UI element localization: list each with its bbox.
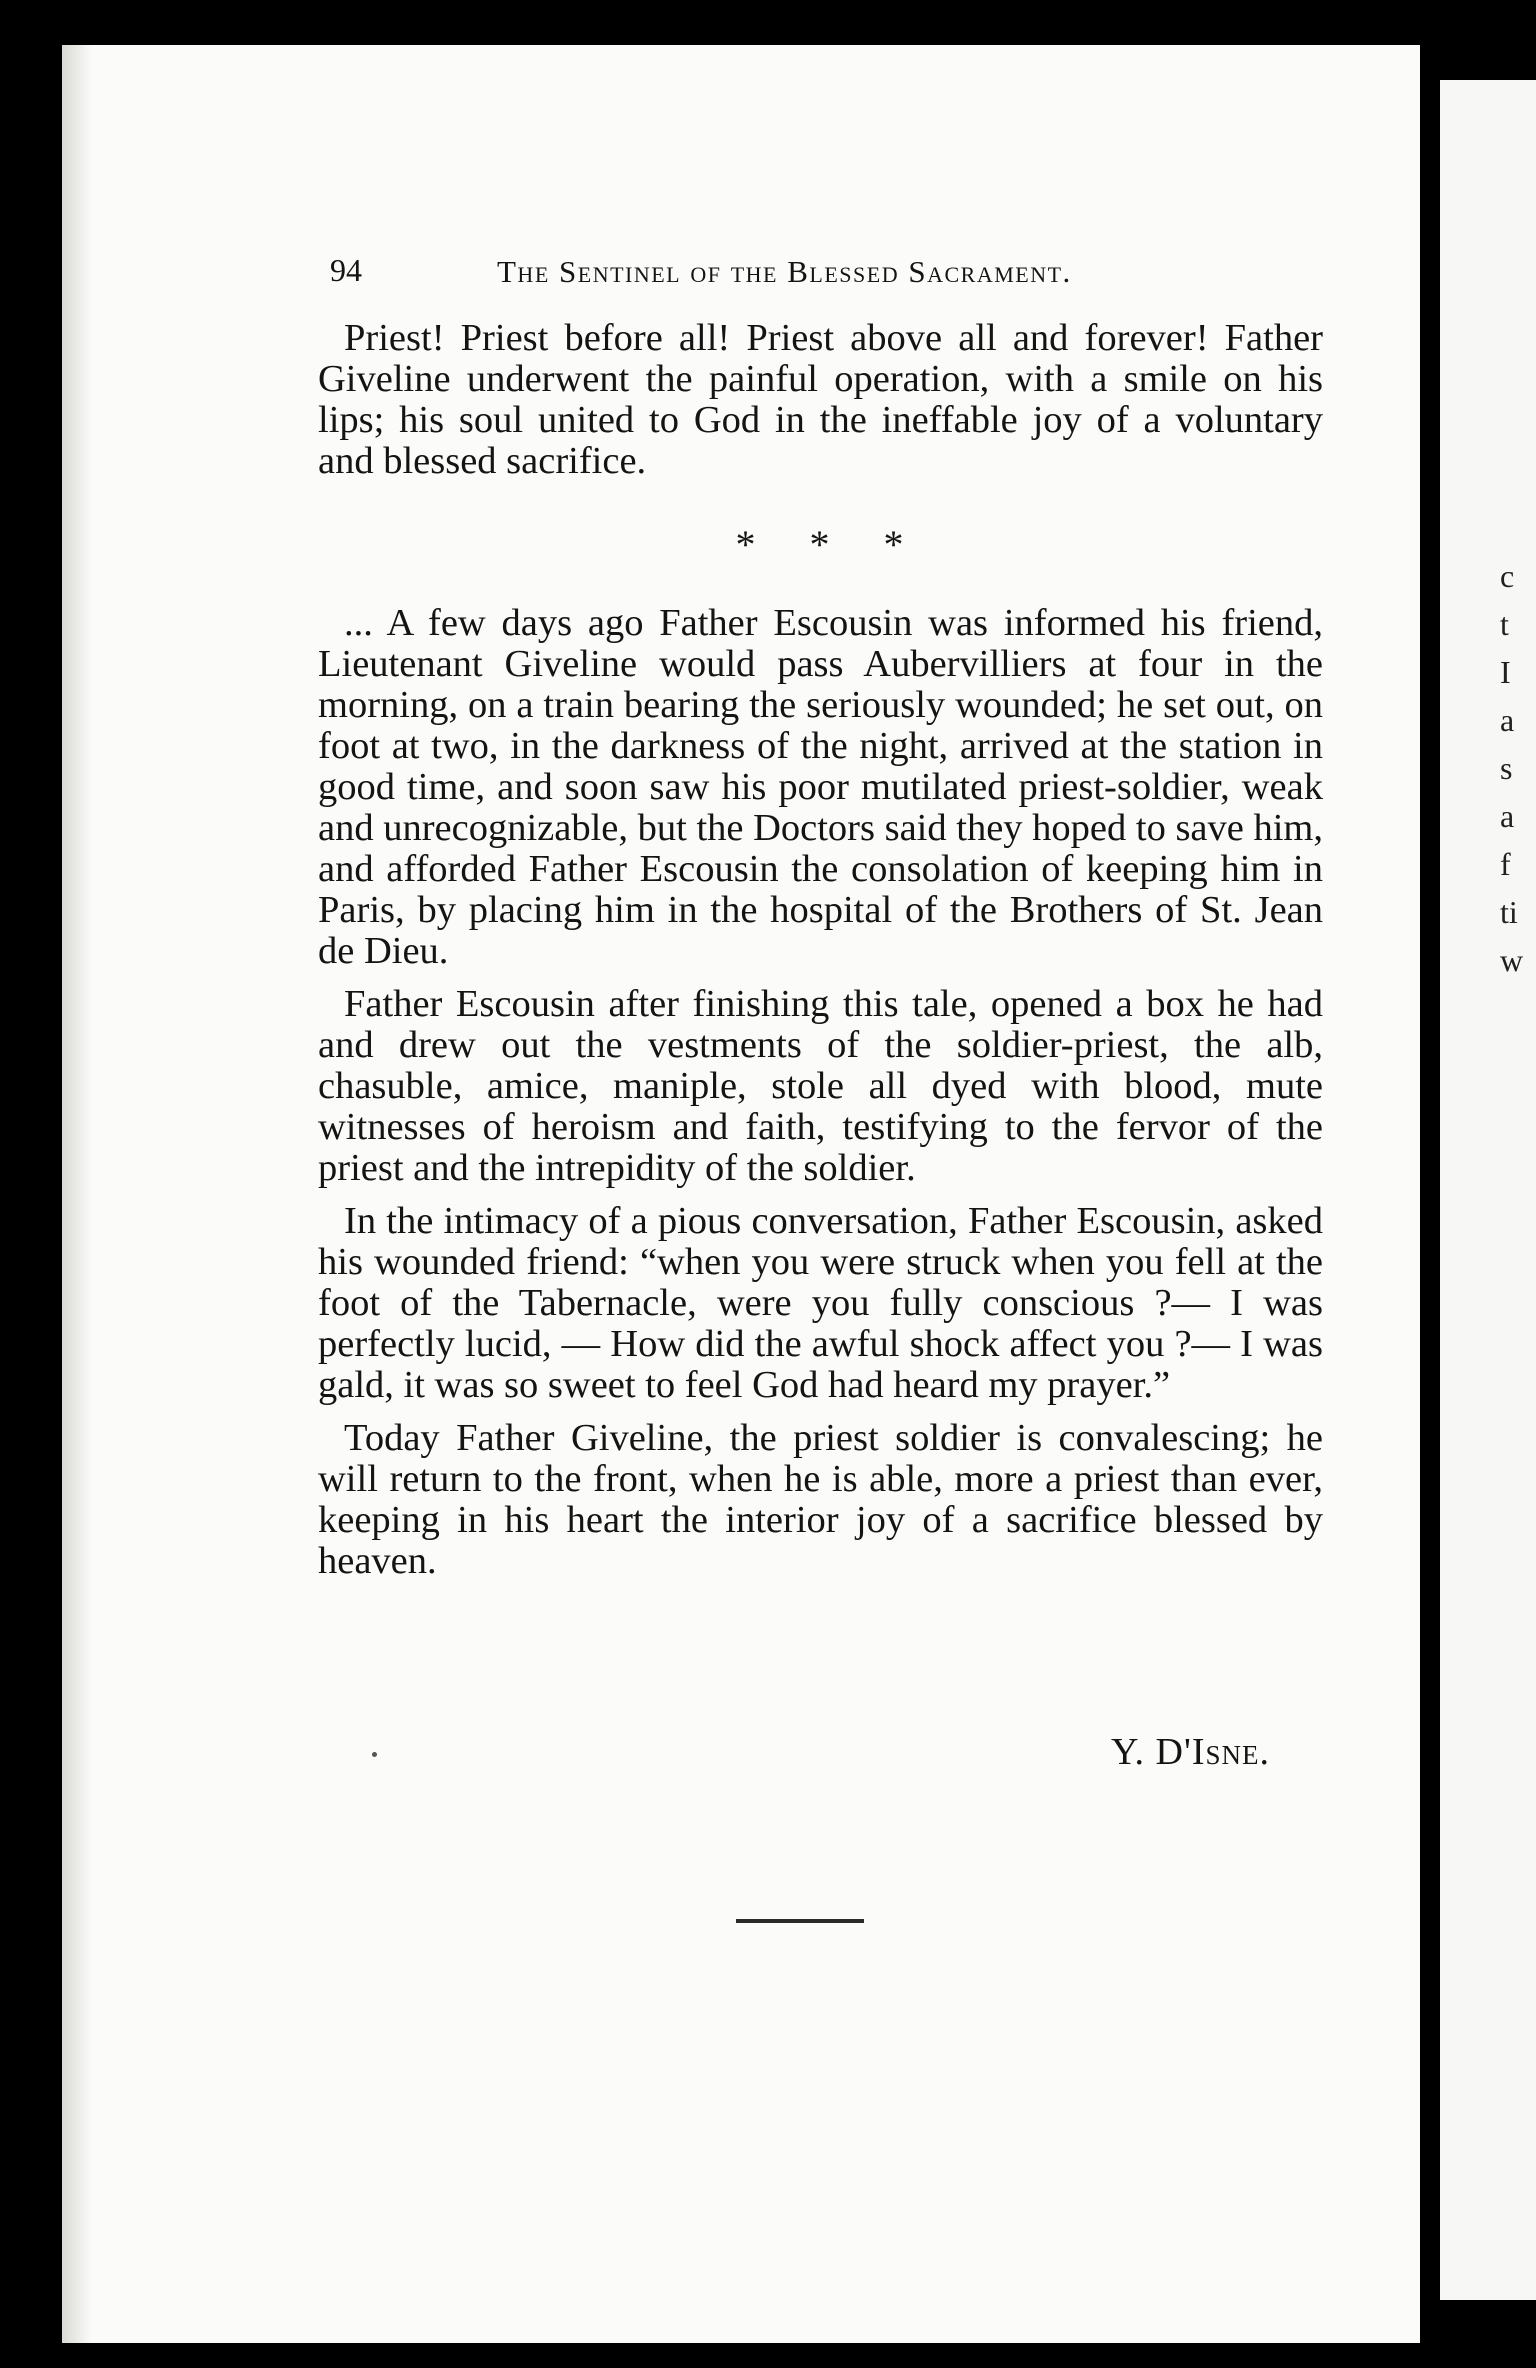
section-separator: * * * xyxy=(735,522,926,567)
paragraph: Priest! Priest before all! Priest above all and forever! Father Giveline underwent the painful operation, with a smile on his lips; his soul united to God in the ineffable joy of a voluntary and blessed sacrifice. xyxy=(318,317,1323,482)
paragraph: Today Father Giveline, the priest soldier is convalescing; he will return to the front, when he is able, more a priest than ever, keeping in his heart the interior joy of a sacrifice blessed by heaven. xyxy=(318,1417,1323,1582)
end-rule-divider xyxy=(736,1919,864,1923)
running-title: The Sentinel of the Blessed Sacrament. xyxy=(497,254,1072,289)
paragraph: Father Escousin after finishing this tale, opened a box he had and drew out the vestments of the soldier-priest, the alb, chasuble, amice, maniple, stole all dyed with blood, mute witnesses of heroism and faith, testifying to the fervor of the priest and the intrepidity of the soldier. xyxy=(318,983,1323,1189)
signature-text: Y. D'Isne. xyxy=(1111,1731,1270,1773)
facing-page-edge xyxy=(1440,80,1536,2300)
paragraph: In the intimacy of a pious conversation, Father Escousin, asked his wounded friend: “when you were struck when you fell at the foot of the Tabernacle, were you fully conscious ?— I was perfectly lucid, — How did the awful shock affect you ?— I was gald, it was so sweet to feel God had heard my prayer.” xyxy=(318,1200,1323,1406)
paragraph: ... A few days ago Father Escousin was informed his friend, Lieutenant Giveline would pass Aubervilliers at four in the morning, on a train bearing the seriously wounded; he set out, on foot at two, in the darkness of the night, arrived at the station in good time, and soon saw his poor mutilated priest-soldier, weak and unrecognizable, but the Doctors said they hoped to save him, and afforded Father Escousin the consolation of keeping him in Paris, by placing him in the hospital of the Brothers of St. Jean de Dieu. xyxy=(318,602,1324,972)
page-header xyxy=(330,252,1310,296)
facing-page-margin-text: c t I a s a f ti w xyxy=(1500,558,1524,978)
page-number: 94 xyxy=(330,252,362,288)
article-body xyxy=(318,318,1323,1594)
ink-speck xyxy=(372,1752,377,1757)
gutter-shadow xyxy=(62,45,92,2343)
author-signature xyxy=(1010,1730,1270,1774)
